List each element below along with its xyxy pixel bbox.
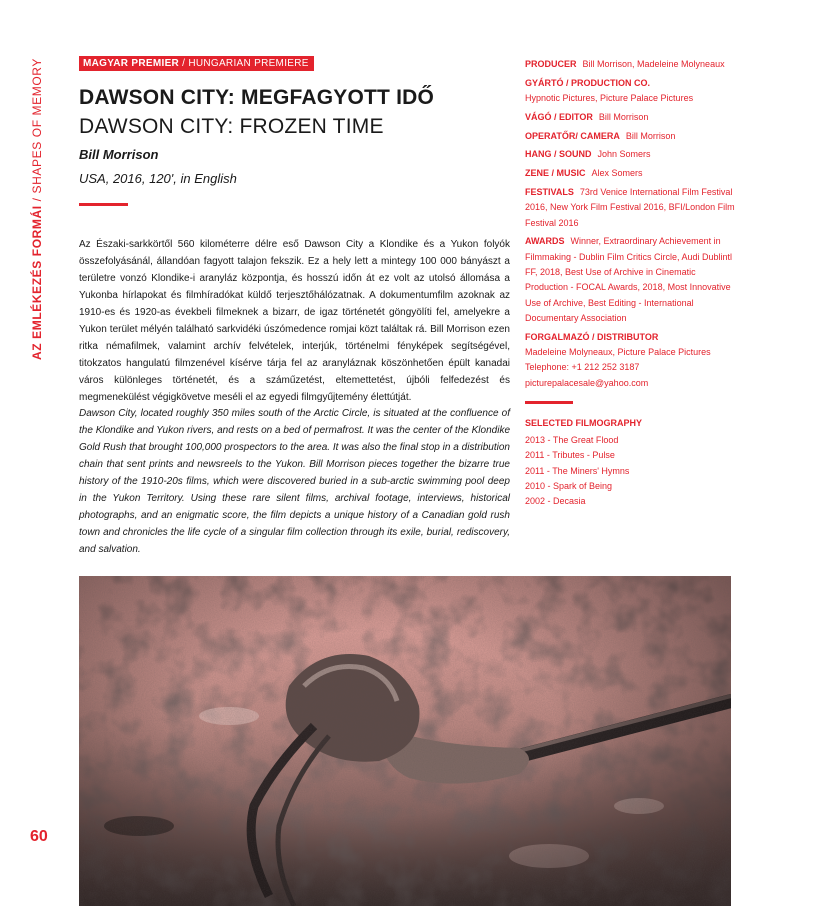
credit-value: Hypnotic Pictures, Picture Palace Pictures [525, 93, 694, 104]
credit-editor [525, 110, 735, 125]
section-label-en: / SHAPES OF MEMORY [30, 58, 44, 206]
credit-label: AWARDS [525, 236, 565, 247]
filmography-item: 2010 - Spark of Being [525, 480, 613, 491]
credit-value: Winner, Extraordinary Achievement in Filmmaking - Dublin Film Critics Circle, Audi Dublintl FF, 2018, Best Use of Archive in Cinematic Production - FOCAL Awards, 2018, Most Innovative Use of Archive, Best Editing - International Documentary Association [525, 236, 733, 323]
credit-distributor [525, 330, 735, 391]
credit-label: GYÁRTÓ / PRODUCTION CO. [525, 77, 651, 88]
credit-value: Bill Morrison [625, 130, 676, 141]
filmography-title: SELECTED FILMOGRAPHY [525, 418, 643, 428]
director-name: Bill Morrison [79, 147, 159, 162]
credit-label: FESTIVALS [525, 187, 574, 198]
credit-value: Bill Morrison [598, 111, 649, 122]
distributor-phone: Telephone: +1 212 252 3187 [525, 362, 640, 373]
credit-value: 73rd Venice International Film Festival 2016, New York Film Festival 2016, BFI/London Film Festival 2016 [525, 187, 735, 228]
credit-label: PRODUCER [525, 59, 577, 69]
credit-label: VÁGÓ / EDITOR [525, 111, 593, 122]
credit-value: Bill Morrison, Madeleine Molyneaux [582, 59, 725, 69]
page-number: 60 [30, 828, 48, 845]
premiere-badge-en: / HUNGARIAN PREMIERE [179, 58, 309, 69]
credit-label: FORGALMAZÓ / DISTRIBUTOR [525, 331, 659, 342]
credit-value: John Somers [597, 149, 651, 160]
credit-label: HANG / SOUND [525, 149, 592, 160]
filmography-list [525, 433, 629, 509]
section-label-hu: AZ EMLÉKEZÉS FORMÁI [30, 205, 44, 360]
premiere-badge-hu: MAGYAR PREMIER [83, 58, 180, 69]
film-title-english: DAWSON CITY: FROZEN TIME [79, 115, 384, 138]
credit-label: OPERATŐR/ CAMERA [525, 130, 620, 141]
credit-awards [525, 234, 735, 326]
credit-music [525, 166, 735, 181]
synopsis-hungarian: Az Északi-sarkkörtől 560 kilométerre délre eső Dawson City a Klondike és a Yukon folyók összefolyásánál, állandóan fagyott talajon fekszik. Ez a hely lett a mintegy 100 000 bányászt a területre vonzó Klondike-i aranyláz központja, és hosszú időn át ez volt az utolsó állomása a Yukonba hírlapokat és filmhíradókat küldő terjesztőhálózatnak. A dokumentumfilm azoknak az 1910-es és 1920-as évekbeli filmeknek a bizarr, de igaz történetét göngyölíti fel, amelyekre a Yukon terület mélyén található sarkvidéki úszómedence romjai közt találtak rá. Bill Morrison ezen ritka némafilmek, valamint archív felvételek, interjúk, történelmi fényképek segítségével, titokzatos hangulatú filmzenével kísérve tárja fel az aranyláznak köszönhetően épült kanadai város különleges történetét, és a száműzetést, eltemettetést, újbóli felfedezést és megmenekülést végigkövetve meséli el az egyedi filmgyűjtemény élettútját. [79, 239, 510, 403]
distributor-company: Madeleine Molyneaux, Picture Palace Pictures [525, 347, 711, 358]
filmography-item: 2013 - The Great Flood [525, 435, 619, 445]
credits-column [525, 57, 735, 394]
filmography-item: 2011 - The Miners' Hymns [525, 465, 630, 476]
distributor-email[interactable]: picturepalacesale@yahoo.com [525, 377, 649, 388]
credit-value: Alex Somers [591, 168, 643, 179]
filmography-item: 2002 - Decasia [525, 496, 586, 507]
filmography-item: 2011 - Tributes - Pulse [525, 450, 615, 461]
synopsis-english: Dawson City, located roughly 350 miles south of the Arctic Circle, is situated at the confluence of the Klondike and Yukon rivers, and rests on a bed of permafrost. It was the center of the Klondike Gold Rush that brought 100,000 prospectors to the area. It was also the final stop in a distribution chain that sent prints and newsreels to the Yukon. Bill Morrison pieces together the bizarre true history of the 1910-20s films, which were discovered buried in a sub-arctic swimming pool deep in the Yukon Territory. Using these rare silent films, archival footage, interviews, historical photographs, and an enigmatic score, the film depicts a unique history of a Canadian gold rush town and chronicles the life cycle of a singular film collection through its exile, burial, rediscovery, and salvation. [79, 408, 510, 555]
film-still-photo [79, 576, 731, 906]
credit-sound [525, 147, 735, 162]
section-label-vertical [30, 58, 44, 360]
credit-production [525, 76, 735, 107]
credit-producer [525, 57, 735, 72]
premiere-badge [79, 56, 314, 71]
credit-label: ZENE / MUSIC [525, 168, 586, 179]
title-divider [79, 203, 128, 206]
credit-festivals [525, 185, 735, 231]
credits-divider [525, 401, 573, 404]
credit-camera [525, 129, 735, 144]
film-meta: USA, 2016, 120', in English [79, 171, 237, 186]
film-title-hungarian: DAWSON CITY: MEGFAGYOTT IDŐ [79, 86, 435, 109]
